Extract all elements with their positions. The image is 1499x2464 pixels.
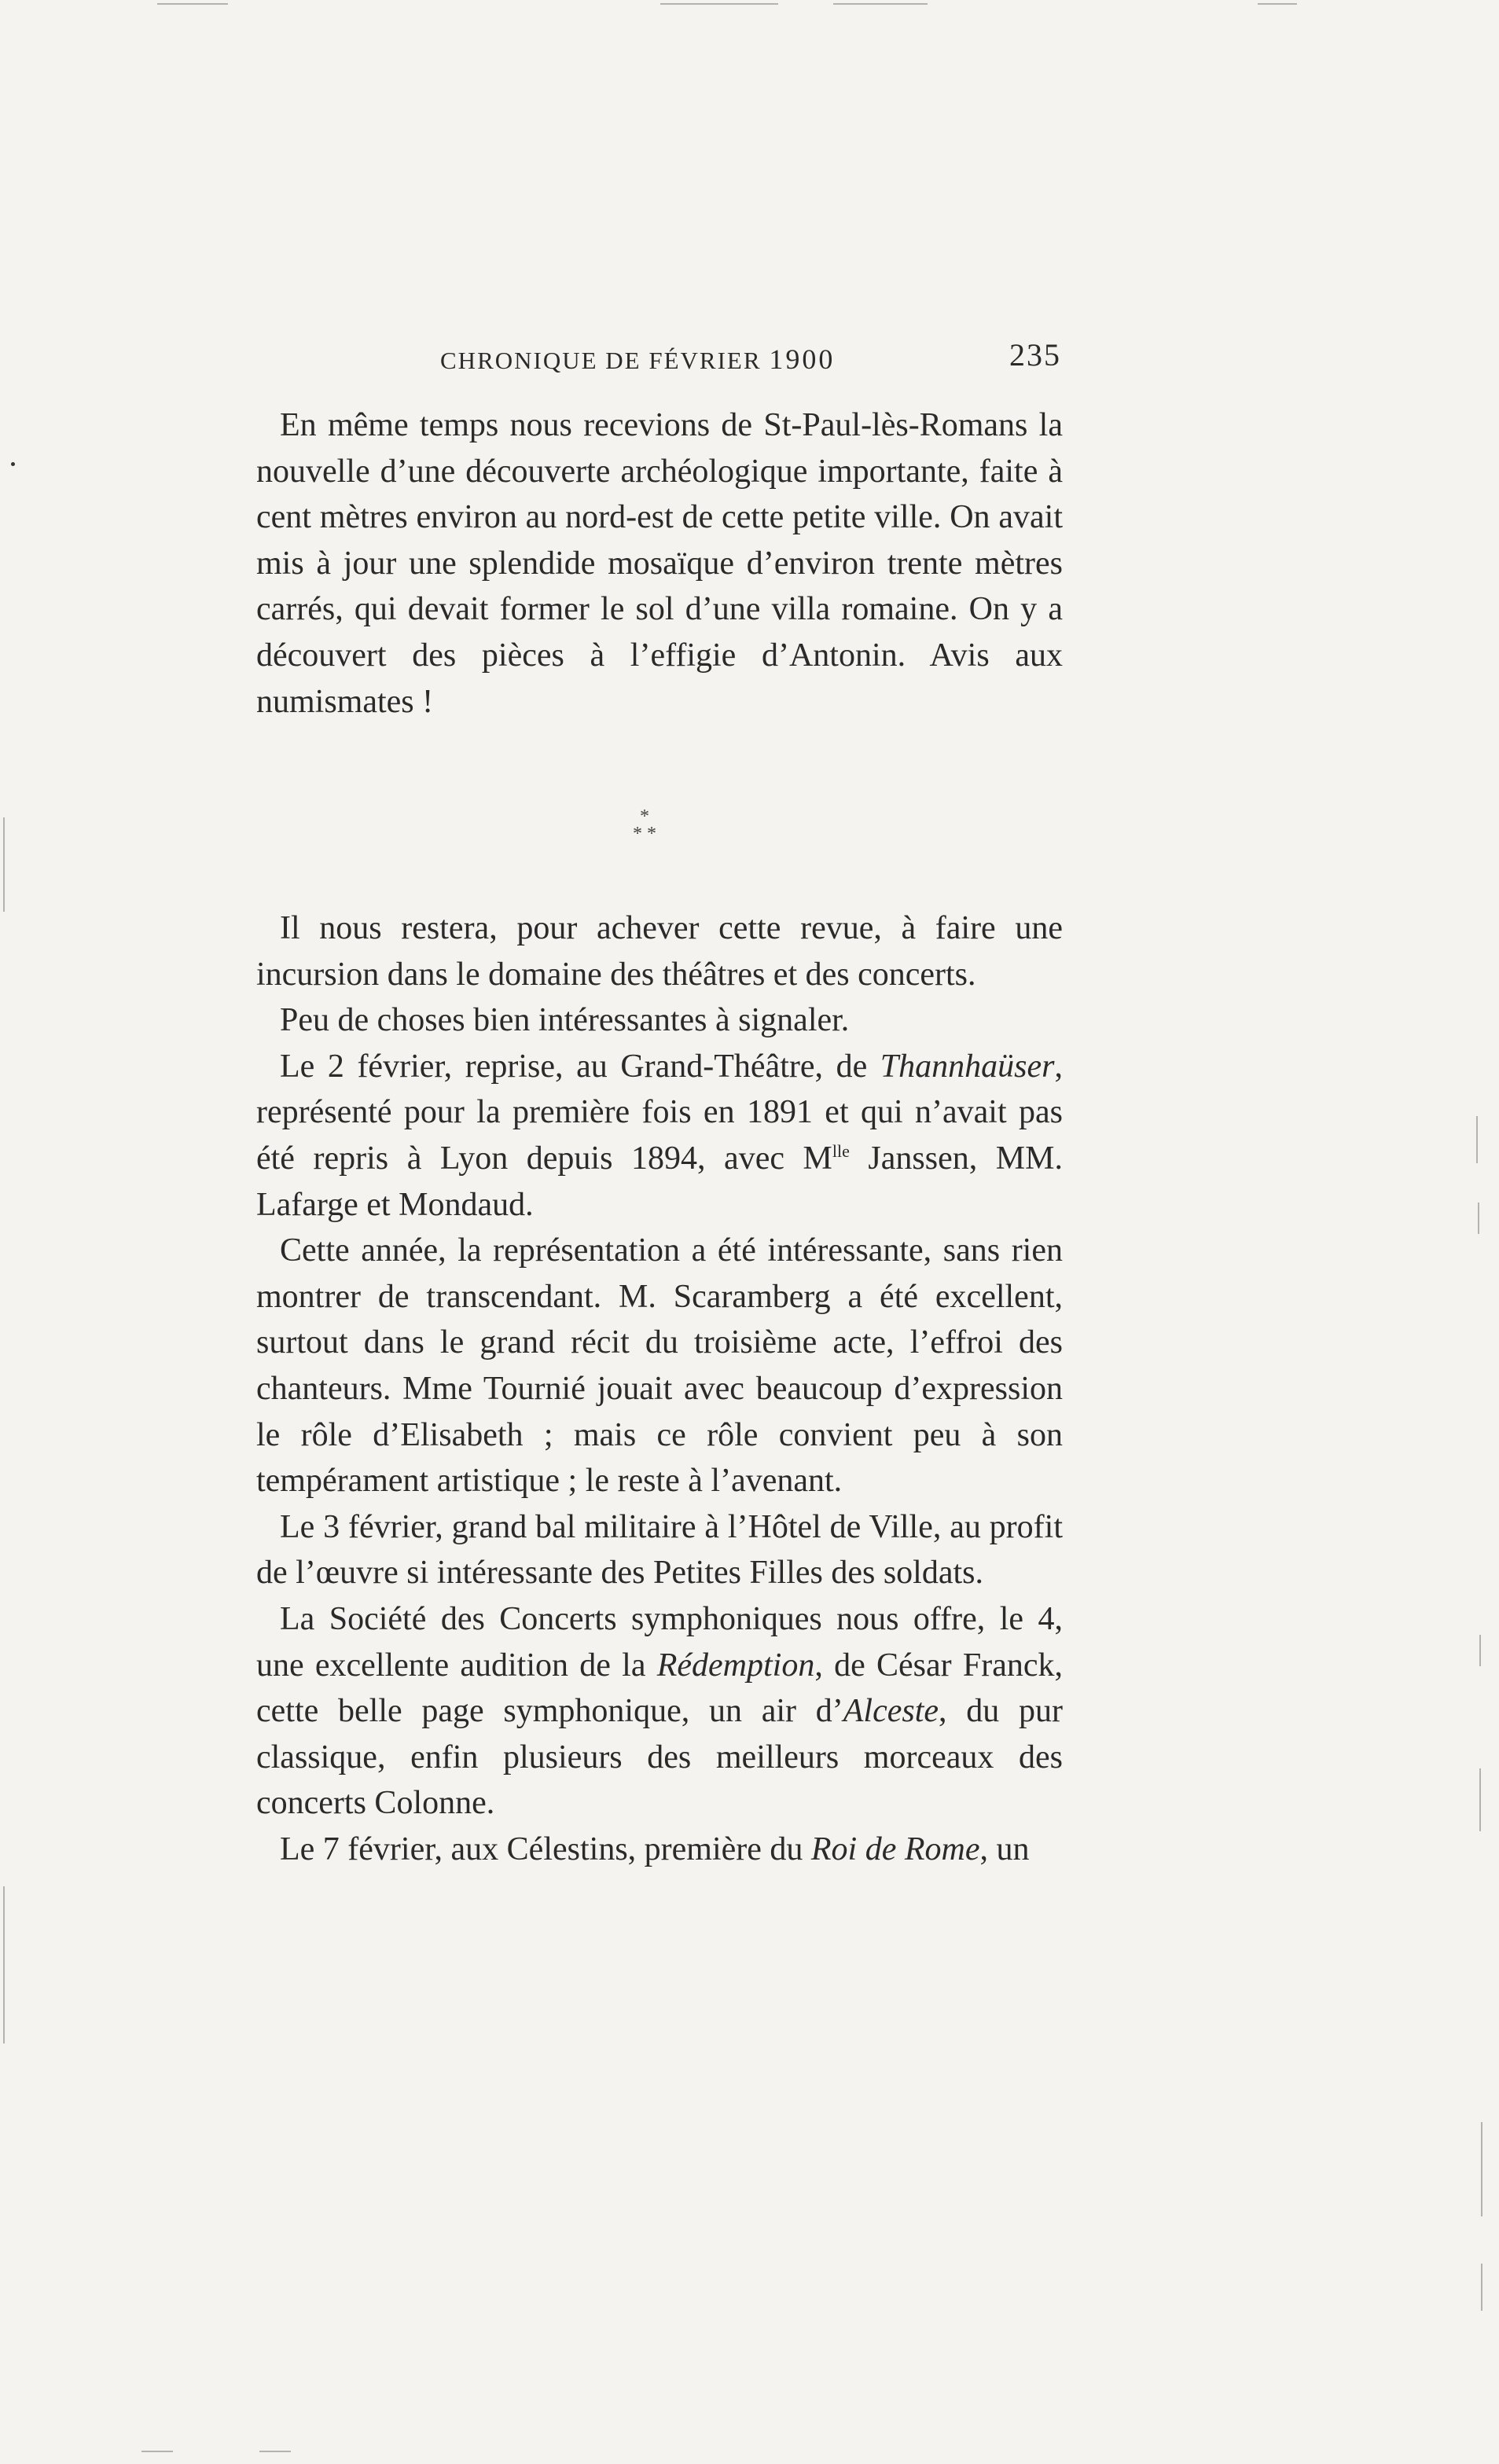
paragraph-review-intro: Il nous restera, pour achever cette revue, à faire une incursion dans le domaine des théâtres et des concerts. bbox=[256, 910, 1063, 993]
scan-artifact-right-6 bbox=[1481, 2264, 1482, 2311]
p7-title-roi-de-rome: Roi de Rome bbox=[810, 1831, 980, 1867]
scan-artifact-right-1 bbox=[1476, 1116, 1478, 1163]
text-block-1 bbox=[256, 402, 1063, 725]
p7-text-after: , un bbox=[979, 1831, 1030, 1867]
margin-ink-dot bbox=[11, 462, 15, 466]
p3-superscript-lle: lle bbox=[832, 1140, 850, 1161]
p3-text-mid: , représenté pour la première fois en 1891 et qui n’avait pas été repris à Lyon depuis 1894, avec M bbox=[256, 1048, 1063, 1177]
scan-artifact-top-1 bbox=[157, 3, 228, 5]
asterism-top: * bbox=[640, 806, 649, 827]
running-head bbox=[440, 343, 835, 376]
scan-artifact-top-2 bbox=[660, 3, 778, 5]
p3-text-after: Janssen, MM. Lafarge et Mondaud. bbox=[256, 1140, 1063, 1223]
scan-artifact-left-2 bbox=[3, 1886, 5, 2044]
p6-title-redemption: Rédemption bbox=[656, 1647, 815, 1684]
scan-artifact-top-4 bbox=[1258, 3, 1297, 5]
running-head-title: CHRONIQUE DE FÉVRIER bbox=[440, 347, 762, 374]
text-block-2 bbox=[256, 905, 1063, 1872]
paragraph-little-to-report: Peu de choses bien intéressantes à signaler. bbox=[280, 1002, 850, 1039]
paragraph-performance-review: Cette année, la représentation a été intéressante, sans rien montrer de transcendant. M. Scaramberg a été excellent, surtout dans le grand récit du troisième acte, l’effroi des chanteurs. Mme Tournié jouait avec beaucoup d’expression le rôle d’Elisabeth ; mais ce rôle convient peu à son tempérament artistique ; le reste à l’avenant. bbox=[256, 1232, 1063, 1500]
asterism-separator bbox=[597, 808, 692, 855]
scan-artifact-bottom-1 bbox=[141, 2451, 173, 2452]
scan-artifact-right-5 bbox=[1481, 2122, 1482, 2216]
running-head-year: 1900 bbox=[769, 343, 836, 375]
p3-text-before: Le 2 février, reprise, au Grand-Théâtre, de bbox=[280, 1048, 880, 1085]
scan-artifact-right-4 bbox=[1479, 1768, 1481, 1831]
p7-text-before: Le 7 février, aux Célestins, première du bbox=[280, 1831, 811, 1867]
paragraph-thannhauser bbox=[256, 1044, 1063, 1228]
scan-artifact-bottom-2 bbox=[259, 2451, 291, 2452]
scan-artifact-left-1 bbox=[3, 817, 5, 912]
p6-title-alceste: Alceste bbox=[843, 1693, 939, 1730]
paragraph-military-ball: Le 3 février, grand bal militaire à l’Hôtel de Ville, au profit de l’œuvre si intéressante des Petites Filles des soldats. bbox=[256, 1508, 1063, 1592]
asterism-bottom: * * bbox=[633, 824, 656, 844]
scan-artifact-top-3 bbox=[833, 3, 928, 5]
p6-text-after: , du pur classique, enfin plusieurs des meilleurs morceaux des concerts Colonne. bbox=[256, 1693, 1063, 1822]
page-number: 235 bbox=[1009, 337, 1061, 373]
page-header bbox=[424, 335, 1061, 382]
p3-title-thannhauser: Thannhaüser bbox=[880, 1048, 1055, 1085]
scan-artifact-right-3 bbox=[1479, 1635, 1481, 1666]
p6-text-before: La Société des Concerts symphoniques nous offre, le 4, une excellente audition de la bbox=[256, 1600, 1063, 1684]
p6-text-mid: , de César Franck, cette belle page symphonique, un air d’ bbox=[256, 1647, 1063, 1730]
scan-artifact-right-2 bbox=[1478, 1203, 1479, 1234]
paragraph-mosaic-discovery: En même temps nous recevions de St-Paul-lès-Romans la nouvelle d’une découverte archéologique importante, faite à cent mètres environ au nord-est de cette petite ville. On avait mis à jour une splendide mosaïque d’environ trente mètres carrés, qui devait former le sol d’une villa romaine. On y a découvert des pièces à l’effigie d’Antonin. Avis aux numismates ! bbox=[256, 407, 1063, 720]
paragraph-symphonic-concerts bbox=[256, 1596, 1063, 1827]
paragraph-roi-de-rome bbox=[256, 1827, 1063, 1873]
